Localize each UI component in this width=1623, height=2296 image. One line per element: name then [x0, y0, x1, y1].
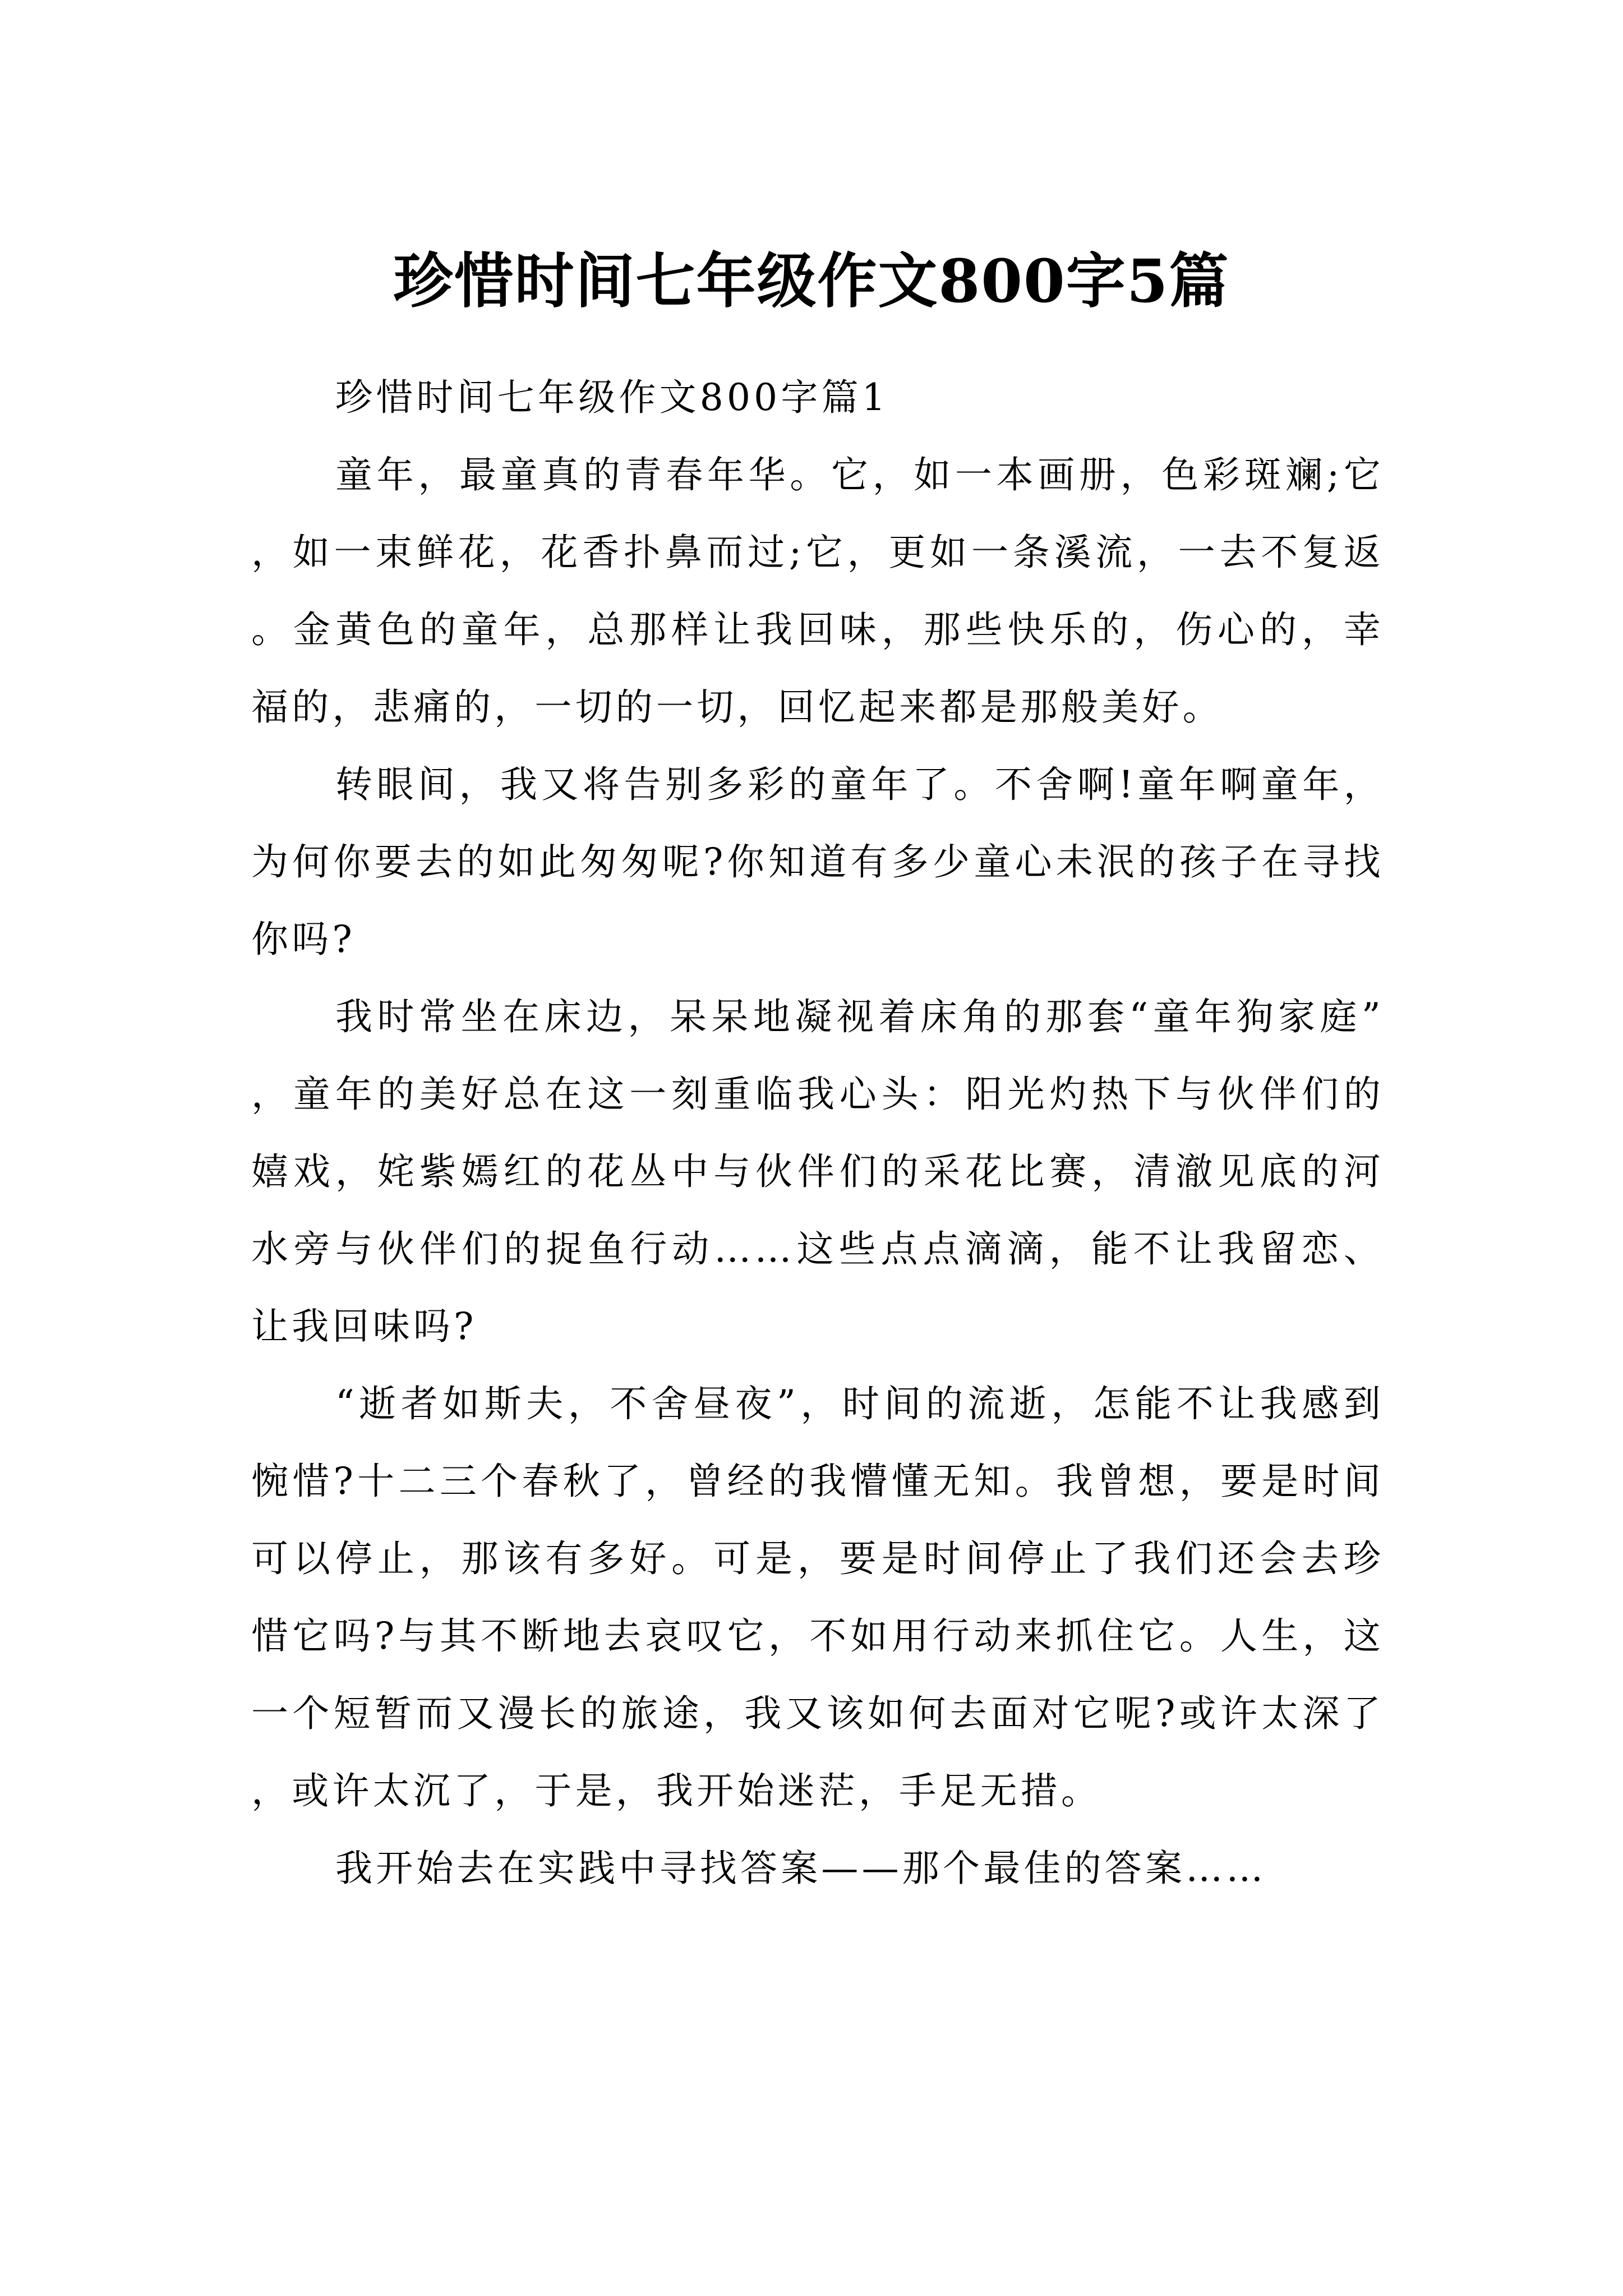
- section-heading: 珍惜时间七年级作文800字篇1: [335, 376, 889, 419]
- document-title: 珍惜时间七年级作文800字5篇: [393, 246, 1230, 316]
- body-paragraph: “逝者如斯夫，不舍昼夜”，时间的流逝，怎能不让我感到惋惜?十二三个春秋了，曾经的我懵懂无知。我曾想，要是时间可以停止，那该有多好。可是，要是时间停止了我们还会去珍惜它吗?与其不断地去哀叹它，不如用行动来抓住它。人生，这一个短暂而又漫长的旅途，我又该如何去面对它呢?或许太深了，或许太沉了，于是，我开始迷茫，手足无措。: [251, 1382, 1384, 1812]
- body-paragraph: 转眼间，我又将告别多彩的童年了。不舍啊!童年啊童年，为何你要去的如此匆匆呢?你知道有多少童心未泯的孩子在寻找你吗?: [251, 763, 1384, 961]
- body-paragraph: 我时常坐在床边，呆呆地凝视着床角的那套“童年狗家庭”，童年的美好总在这一刻重临我心头：阳光灼热下与伙伴们的嬉戏，姹紫嫣红的花丛中与伙伴们的采花比赛，清澈见底的河水旁与伙伴们的捉鱼行动……这些点点滴滴，能不让我留恋、让我回味吗?: [251, 995, 1384, 1348]
- document-body: [251, 359, 1384, 1907]
- body-paragraph: 我开始去在实践中寻找答案——那个最佳的答案……: [335, 1847, 1267, 1890]
- body-paragraph: 童年，最童真的青春年华。它，如一本画册，色彩斑斓;它，如一束鲜花，花香扑鼻而过;它，更如一条溪流，一去不复返。金黄色的童年，总那样让我回味，那些快乐的，伤心的，幸福的，悲痛的，一切的一切，回忆起来都是那般美好。: [251, 453, 1384, 729]
